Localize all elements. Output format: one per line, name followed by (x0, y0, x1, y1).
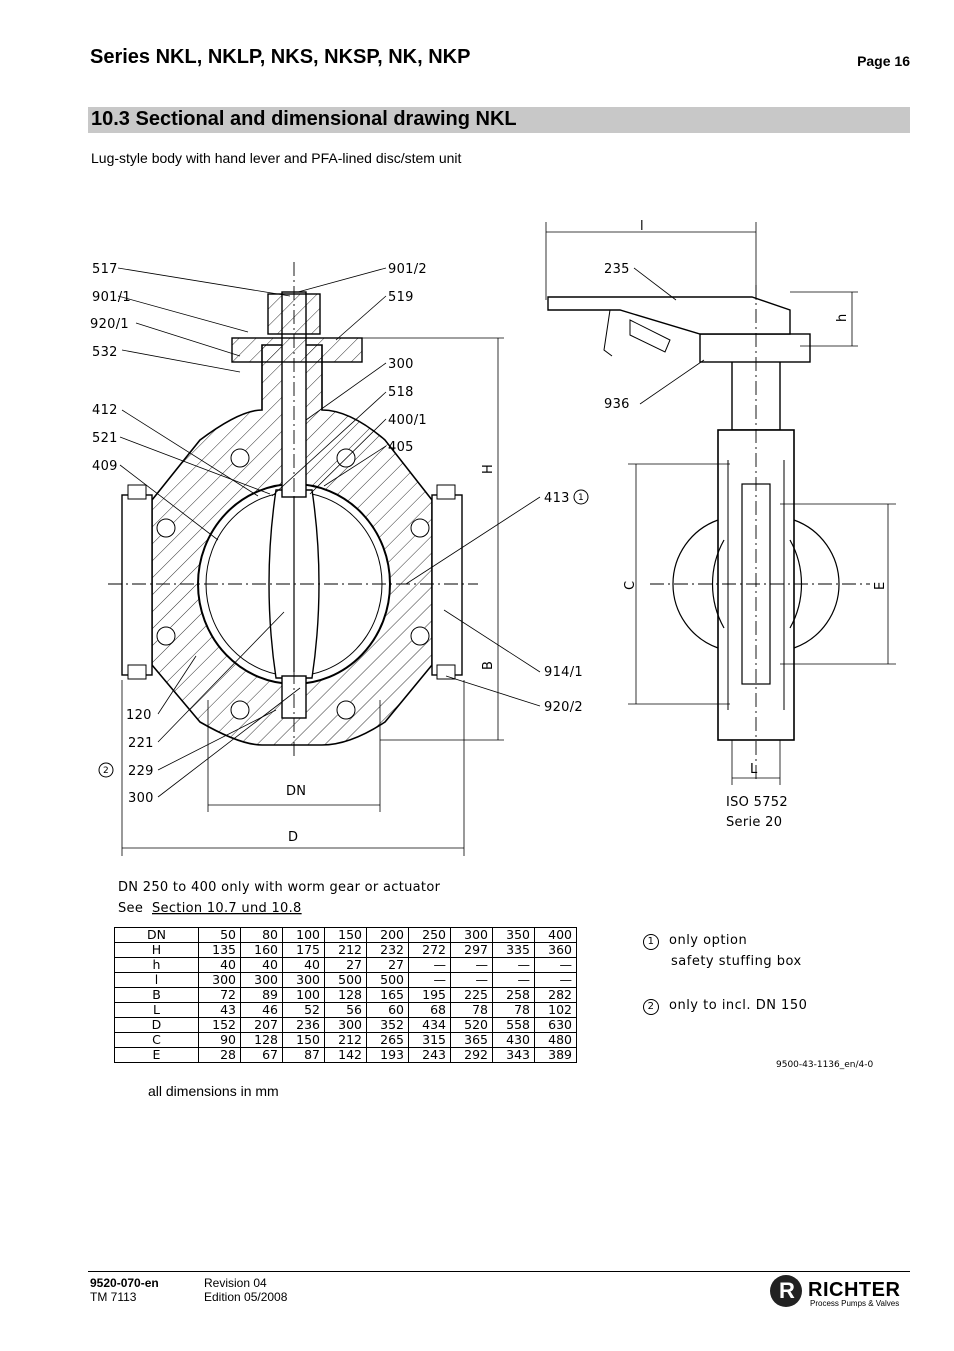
edition: Edition 05/2008 (204, 1290, 288, 1304)
table-cell: 43 (199, 1003, 241, 1018)
table-cell: 78 (451, 1003, 493, 1018)
table-cell: 87 (283, 1048, 325, 1063)
section-title: 10.3 Sectional and dimensional drawing NKL (91, 108, 517, 130)
table-cell: 135 (199, 943, 241, 958)
table-row-label: L (115, 1003, 199, 1018)
note-2-number: 2 (643, 999, 659, 1015)
table-row (115, 1048, 577, 1063)
table-row (115, 973, 577, 988)
table-cell: 292 (451, 1048, 493, 1063)
dim-c-label: C (623, 580, 638, 590)
circle-2-digit: 2 (103, 766, 109, 776)
label-518: 518 (388, 385, 414, 400)
table-cell: 343 (493, 1048, 535, 1063)
table-cell: 630 (535, 1018, 577, 1033)
label-517: 517 (92, 262, 118, 277)
dim-l-label: l (640, 219, 644, 234)
table-row-label: C (115, 1033, 199, 1048)
label-235: 235 (604, 262, 630, 277)
table-cell: — (535, 958, 577, 973)
table-cell: 160 (241, 943, 283, 958)
note-1 (643, 933, 747, 950)
iso-standard-line1: ISO 5752 (726, 795, 788, 810)
drawing-number: 9500-43-1136_en/4-0 (776, 1060, 874, 1070)
table-row-label: l (115, 973, 199, 988)
label-300-bottom: 300 (128, 791, 154, 806)
table-cell: 175 (283, 943, 325, 958)
label-400-1: 400/1 (388, 413, 427, 428)
table-cell: 243 (409, 1048, 451, 1063)
label-521: 521 (92, 431, 118, 446)
dimension-table (114, 927, 577, 1063)
label-405: 405 (388, 440, 414, 455)
table-row (115, 928, 577, 943)
table-cell: 250 (409, 928, 451, 943)
table-cell: — (409, 973, 451, 988)
table-cell: 500 (367, 973, 409, 988)
table-cell: — (451, 958, 493, 973)
note-1-line1: only option (669, 933, 748, 948)
table-cell: 350 (493, 928, 535, 943)
dim-h-lever-label: h (835, 313, 850, 322)
table-cell: 89 (241, 988, 283, 1003)
table-cell: — (493, 973, 535, 988)
table-cell: 200 (367, 928, 409, 943)
table-cell: 72 (199, 988, 241, 1003)
tm-number: TM 7113 (90, 1290, 137, 1304)
table-cell: 389 (535, 1048, 577, 1063)
table-cell: 193 (367, 1048, 409, 1063)
doc-number: 9520-070-en (90, 1276, 159, 1290)
table-cell: 52 (283, 1003, 325, 1018)
table-row (115, 958, 577, 973)
table-cell: 300 (325, 1018, 367, 1033)
table-cell: 365 (451, 1033, 493, 1048)
note-worm-gear: DN 250 to 400 only with worm gear or actuator (118, 880, 441, 895)
table-cell: 128 (241, 1033, 283, 1048)
dim-e-label: E (873, 581, 888, 590)
note-1-number: 1 (643, 934, 659, 950)
page-number: Page 16 (857, 53, 910, 69)
table-cell: 150 (325, 928, 367, 943)
table-cell: 212 (325, 943, 367, 958)
label-120: 120 (126, 708, 152, 723)
table-cell: 335 (493, 943, 535, 958)
note-2-line1: only to incl. DN 150 (669, 998, 808, 1013)
table-row-label: D (115, 1018, 199, 1033)
dim-h-upper-label: H (481, 463, 496, 474)
section-subtitle: Lug-style body with hand lever and PFA-lined disc/stem unit (91, 150, 462, 166)
table-cell: 360 (535, 943, 577, 958)
table-cell: 300 (283, 973, 325, 988)
table-cell: 558 (493, 1018, 535, 1033)
table-cell: 300 (241, 973, 283, 988)
table-cell: 68 (409, 1003, 451, 1018)
table-cell: 90 (199, 1033, 241, 1048)
richter-logo-name: RICHTER (808, 1279, 901, 1301)
table-cell: 27 (367, 958, 409, 973)
label-901-2: 901/2 (388, 262, 427, 277)
table-cell: 152 (199, 1018, 241, 1033)
label-229: 229 (128, 764, 154, 779)
circle-1-digit: 1 (578, 493, 584, 503)
table-row-label: B (115, 988, 199, 1003)
table-cell: 40 (199, 958, 241, 973)
table-cell: 102 (535, 1003, 577, 1018)
table-row (115, 943, 577, 958)
table-cell: 142 (325, 1048, 367, 1063)
table-cell: 100 (283, 988, 325, 1003)
label-901-1: 901/1 (92, 290, 131, 305)
series-title: Series NKL, NKLP, NKS, NKSP, NK, NKP (90, 46, 471, 68)
richter-logo-tagline: Process Pumps & Valves (810, 1299, 900, 1308)
table-cell: — (451, 973, 493, 988)
richter-logo-letter: R (779, 1278, 795, 1303)
table-cell: 207 (241, 1018, 283, 1033)
table-cell: 300 (199, 973, 241, 988)
table-cell: 60 (367, 1003, 409, 1018)
table-cell: 352 (367, 1018, 409, 1033)
table-row (115, 1033, 577, 1048)
label-914-1: 914/1 (544, 665, 583, 680)
label-519: 519 (388, 290, 414, 305)
table-cell: 27 (325, 958, 367, 973)
table-cell: 225 (451, 988, 493, 1003)
table-cell: — (535, 973, 577, 988)
label-532: 532 (92, 345, 118, 360)
table-cell: 150 (283, 1033, 325, 1048)
table-cell: 258 (493, 988, 535, 1003)
iso-standard-line2: Serie 20 (726, 815, 783, 830)
table-cell: — (409, 958, 451, 973)
table-cell: 500 (325, 973, 367, 988)
table-cell: 195 (409, 988, 451, 1003)
table-cell: 56 (325, 1003, 367, 1018)
revision: Revision 04 (204, 1276, 267, 1290)
table-row (115, 988, 577, 1003)
note-2 (643, 998, 807, 1015)
table-cell: 236 (283, 1018, 325, 1033)
label-412: 412 (92, 403, 118, 418)
dim-dn-label: DN (286, 784, 307, 799)
dim-L-label: L (750, 762, 758, 777)
table-cell: 46 (241, 1003, 283, 1018)
table-cell: 50 (199, 928, 241, 943)
table-row-label: E (115, 1048, 199, 1063)
table-cell: 272 (409, 943, 451, 958)
table-cell: 400 (535, 928, 577, 943)
note-1-line2: safety stuffing box (671, 954, 802, 969)
label-221: 221 (128, 736, 154, 751)
footer-divider (88, 1271, 910, 1272)
table-row-label: DN (115, 928, 199, 943)
table-cell: 100 (283, 928, 325, 943)
table-cell: 297 (451, 943, 493, 958)
table-cell: 232 (367, 943, 409, 958)
table-cell: 480 (535, 1033, 577, 1048)
table-cell: 430 (493, 1033, 535, 1048)
table-cell: 40 (241, 958, 283, 973)
label-413: 413 (544, 491, 570, 506)
table-cell: 28 (199, 1048, 241, 1063)
table-cell: 165 (367, 988, 409, 1003)
table-cell: 67 (241, 1048, 283, 1063)
dim-b-label: B (481, 660, 496, 670)
label-920-2: 920/2 (544, 700, 583, 715)
table-cell: — (493, 958, 535, 973)
table-cell: 128 (325, 988, 367, 1003)
table-row-label: h (115, 958, 199, 973)
table-row-label: H (115, 943, 199, 958)
table-cell: 315 (409, 1033, 451, 1048)
dim-d-label: D (288, 830, 299, 845)
table-row (115, 1003, 577, 1018)
table-row (115, 1018, 577, 1033)
table-cell: 40 (283, 958, 325, 973)
table-cell: 265 (367, 1033, 409, 1048)
table-cell: 212 (325, 1033, 367, 1048)
table-cell: 300 (451, 928, 493, 943)
table-cell: 80 (241, 928, 283, 943)
note-section-reference: Section 10.7 und 10.8 (152, 901, 302, 916)
unit-note: all dimensions in mm (148, 1083, 279, 1099)
note-see-prefix: See (118, 901, 144, 916)
label-920-1: 920/1 (90, 317, 129, 332)
table-cell: 282 (535, 988, 577, 1003)
label-409: 409 (92, 459, 118, 474)
table-cell: 434 (409, 1018, 451, 1033)
table-cell: 78 (493, 1003, 535, 1018)
label-936: 936 (604, 397, 630, 412)
table-cell: 520 (451, 1018, 493, 1033)
label-300: 300 (388, 357, 414, 372)
